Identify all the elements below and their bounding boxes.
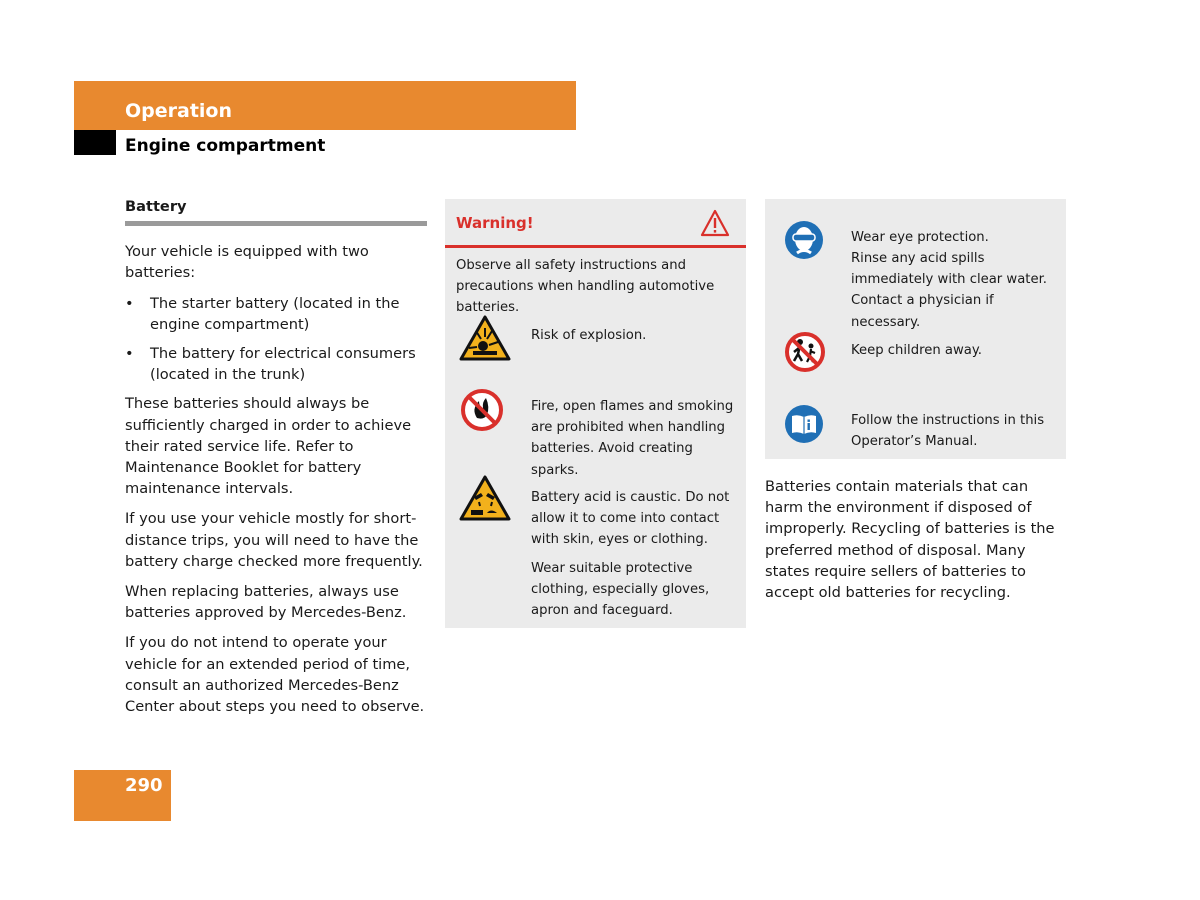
list-item [125,343,427,385]
warning-header [445,199,746,248]
no-fire-icon [459,387,505,437]
battery-paragraph: If you do not intend to operate your vehicle for an extended period of time, consult an authorized Mercedes-Benz Center about steps you need to observe. [125,634,425,716]
battery-paragraph: These batteries should always be sufficiently charged in order to achieve their rated service life. Refer to Maintenance Booklet for battery maintenance intervals. [125,395,412,498]
battery-intro: Your vehicle is equipped with two batteries: [125,243,369,282]
warning-item-text: Risk of explosion. [531,328,647,343]
warning-triangle-icon [700,209,730,241]
safety-box [765,199,1066,459]
battery-paragraph: When replacing batteries, always use batteries approved by Mercedes-Benz. [125,583,407,622]
battery-paragraph: If you use your vehicle mostly for short-distance trips, you will need to have the battery charge checked more frequently. [125,510,423,570]
page-number: 290 [125,775,163,796]
subsection-title: Engine compartment [125,136,326,156]
eye-protection-icon [784,220,824,264]
bullet-text: The battery for electrical consumers (located in the trunk) [150,345,416,384]
safety-item-text-2: Rinse any acid spills immediately with clear water. Contact a physician if necessary. [851,251,1047,330]
safety-item-text: Wear eye protection. [851,230,989,245]
keep-children-away-icon [784,331,826,377]
list-item [125,293,427,335]
safety-item-text: Keep children away. [851,343,982,358]
warning-item-text: Fire, open flames and smoking are prohibited when handling batteries. Avoid creating sparks. [531,399,734,478]
recycling-paragraph: Batteries contain materials that can harm the environment if disposed of improperly. Recycling of batteries is the preferred method of disposal. Many states require sellers of batteries to accept old batteries for recycling. [765,478,1055,602]
caustic-acid-icon [459,475,511,525]
section-marker [74,130,116,155]
warning-item-text-2: Wear suitable protective clothing, especially gloves, apron and faceguard. [531,561,710,619]
bullet-text: The starter battery (located in the engine compartment) [150,294,400,333]
battery-column [125,196,427,726]
safety-item-text: Follow the instructions in this Operator’s Manual. [851,413,1045,450]
warning-item-text: Battery acid is caustic. Do not allow it to come into contact with skin, eyes or clothing. [531,490,730,548]
warning-box [445,199,746,628]
manual-info-icon [784,404,824,448]
bullet-dot: • [125,294,134,312]
warning-intro: Observe all safety instructions and precautions when handling automotive batteries. [456,258,715,316]
warning-title: Warning! [456,214,534,232]
battery-heading: Battery [125,196,427,226]
section-title: Operation [125,100,233,122]
explosion-warning-icon [459,315,511,365]
bullet-dot: • [125,345,134,363]
